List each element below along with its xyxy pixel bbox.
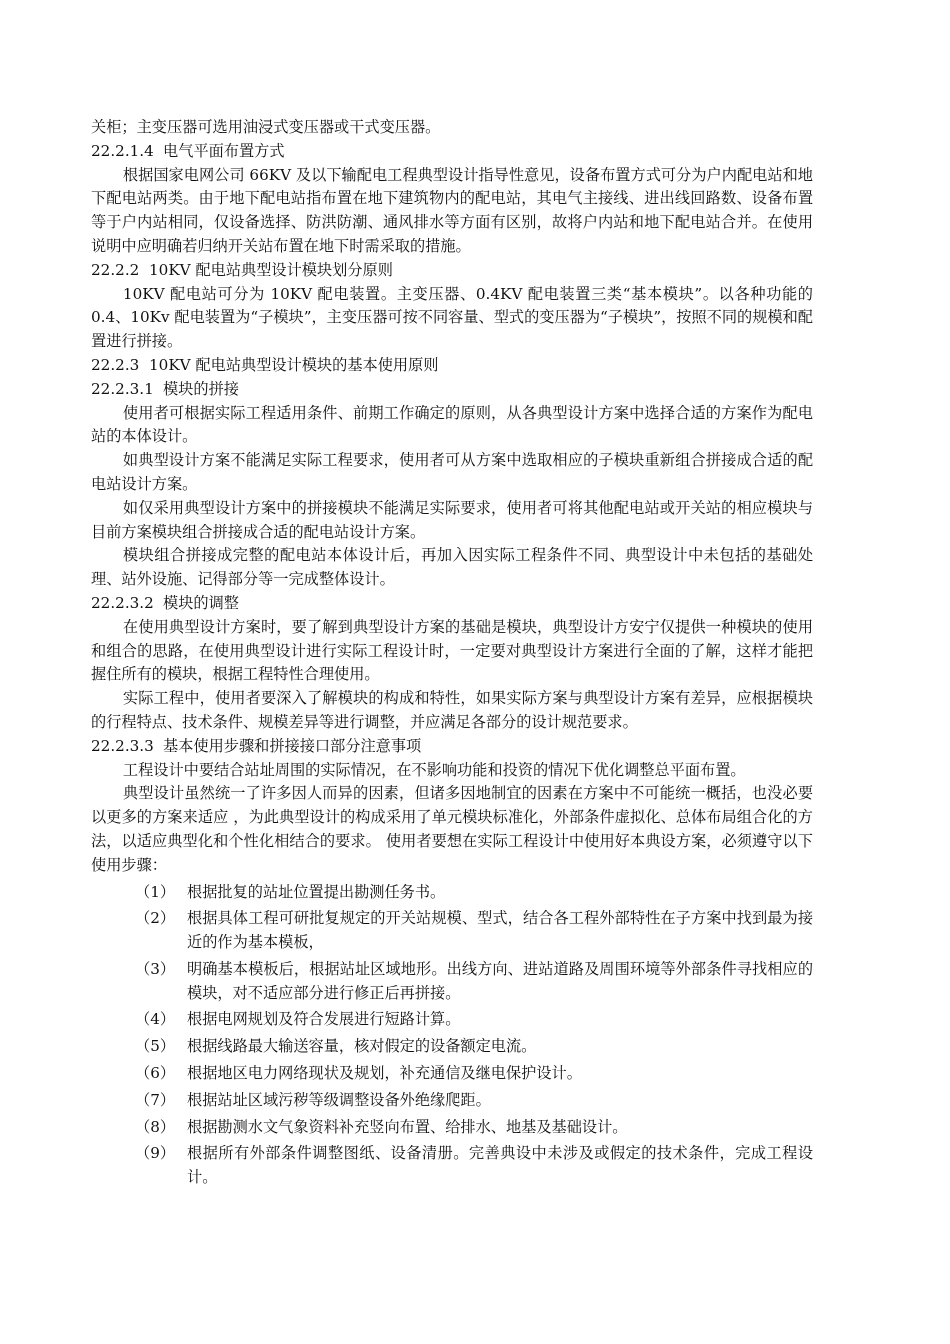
body-paragraph: 10KV 配电站可分为 10KV 配电装置。主变压器、0.4KV 配电装置三类“基本模块”。以各种功能的 0.4、10Kv 配电装置为“子模块”，主变压器可按不同容量、型式的变压器为“子模块”，按照不同的规模和配置进行拼接。 [91,284,813,351]
step-item [91,1116,813,1140]
step-number: （7） [135,1090,176,1109]
body-paragraph: 实际工程中，使用者要深入了解模块的构成和特性，如果实际方案与典型设计方案有差异，应根据模块的行程特点、技术条件、规模差异等进行调整，并应满足各部分的设计规范要求。 [91,689,813,731]
section-heading [91,735,813,759]
step-text: 根据所有外部条件调整图纸、设备清册。完善典设中未涉及或假定的技术条件，完成工程设计。 [187,1144,813,1187]
step-item [91,1008,813,1032]
section-number: 22.2.1.4 [91,141,154,160]
section-number: 22.2.3.3 [91,736,154,755]
step-number: （2） [135,909,176,928]
step-text: 明确基本模板后，根据站址区域地形。出线方向、进站道路及周围环境等外部条件寻找相应的模块，对不适应部分进行修正后再拼接。 [187,959,813,1002]
body-paragraph: 如典型设计方案不能满足实际工程要求，使用者可从方案中选取相应的子模块重新组合拼接成合适的配电站设计方案。 [91,451,813,493]
section-title: 模块的拼接 [163,379,239,398]
body-paragraph: 在使用典型设计方案时，要了解到典型设计方案的基础是模块，典型设计方安宁仅提供一种模块的使用和组合的思路，在使用典型设计进行实际工程设计时，一定要对典型设计方案进行全面的了解，这样才能把握住所有的模块，根据工程特性合理使用。 [91,617,813,684]
text-flow [91,116,813,878]
body-paragraph: 工程设计中要结合站址周围的实际情况，在不影响功能和投资的情况下优化调整总平面布置。 [122,760,746,779]
body-text-line: 关柜；主变压器可选用油浸式变压器或干式变压器。 [91,118,441,136]
section-number: 22.2.3.1 [91,379,154,398]
step-text: 根据地区电力网络现状及规划，补充通信及继电保护设计。 [187,1064,582,1083]
section-heading [91,378,813,402]
step-text: 根据站址区域污秽等级调整设备外绝缘爬距。 [187,1090,491,1109]
step-number: （8） [135,1117,176,1136]
section-title: 模块的调整 [163,593,239,612]
section-title: 10KV 配电站典型设计模块划分原则 [149,260,393,279]
step-item [91,1035,813,1059]
step-text: 根据批复的站址位置提出勘测任务书。 [187,882,446,901]
step-number: （1） [135,882,176,901]
section-number: 22.2.3 [91,355,140,374]
section-heading [91,140,813,164]
step-item [91,1062,813,1086]
section-title: 电气平面布置方式 [163,141,285,160]
body-paragraph: 典型设计虽然统一了许多因人而异的因素，但诸多因地制宜的因素在方案中不可能统一概括，也没必要以更多的方案来适应 ，为此典型设计的构成采用了单元模块标准化，外部条件虚拟化、总体布局组合化的方法，以适应典型化和个性化相结合的要求。 使用者要想在实际工程设计中使用好本典设方案，必须遵守以下使用步骤： [91,784,813,874]
section-heading [91,592,813,616]
step-text: 根据具体工程可研批复规定的开关站规模、型式，结合各工程外部特性在子方案中找到最为接近的作为基本模板， [187,909,813,952]
section-title: 基本使用步骤和拼接接口部分注意事项 [163,736,422,755]
usage-steps-list [91,881,813,1191]
document-body [91,116,813,1190]
section-number: 22.2.2 [91,260,140,279]
step-number: （6） [135,1064,176,1083]
step-number: （4） [135,1010,176,1029]
section-title: 10KV 配电站典型设计模块的基本使用原则 [149,355,439,374]
step-text: 根据线路最大输送容量，核对假定的设备额定电流。 [187,1037,537,1056]
section-number: 22.2.3.2 [91,593,154,612]
section-heading [91,259,813,283]
step-item [91,881,813,905]
step-item [91,907,813,955]
step-text: 根据电网规划及符合发展进行短路计算。 [187,1010,461,1029]
body-paragraph: 根据国家电网公司 66KV 及以下输配电工程典型设计指导性意见，设备布置方式可分为户内配电站和地下配电站两类。由于地下配电站指布置在地下建筑物内的配电站，其电气主接线、进出线回路数、设备布置等于户内站相同，仅设备选择、防洪防潮、通风排水等方面有区别，故将户内站和地下配电站合并。在使用说明中应明确若归纳开关站布置在地下时需采取的措施。 [91,165,813,255]
step-number: （3） [135,959,176,978]
step-number: （5） [135,1037,176,1056]
body-paragraph: 使用者可根据实际工程适用条件、前期工作确定的原则，从各典型设计方案中选择合适的方案作为配电站的本体设计。 [91,403,813,446]
step-text: 根据勘测水文气象资料补充竖向布置、给排水、地基及基础设计。 [187,1117,628,1136]
step-item [91,958,813,1006]
step-item [91,1142,813,1190]
step-number: （9） [135,1144,176,1163]
section-heading [91,354,813,378]
body-paragraph: 模块组合拼接成完整的配电站本体设计后，再加入因实际工程条件不同、典型设计中未包括的基础处理、站外设施、记得部分等一完成整体设计。 [91,546,813,589]
step-item [91,1089,813,1113]
body-paragraph: 如仅采用典型设计方案中的拼接模块不能满足实际要求，使用者可将其他配电站或开关站的相应模块与目前方案模块组合拼接成合适的配电站设计方案。 [91,498,813,541]
